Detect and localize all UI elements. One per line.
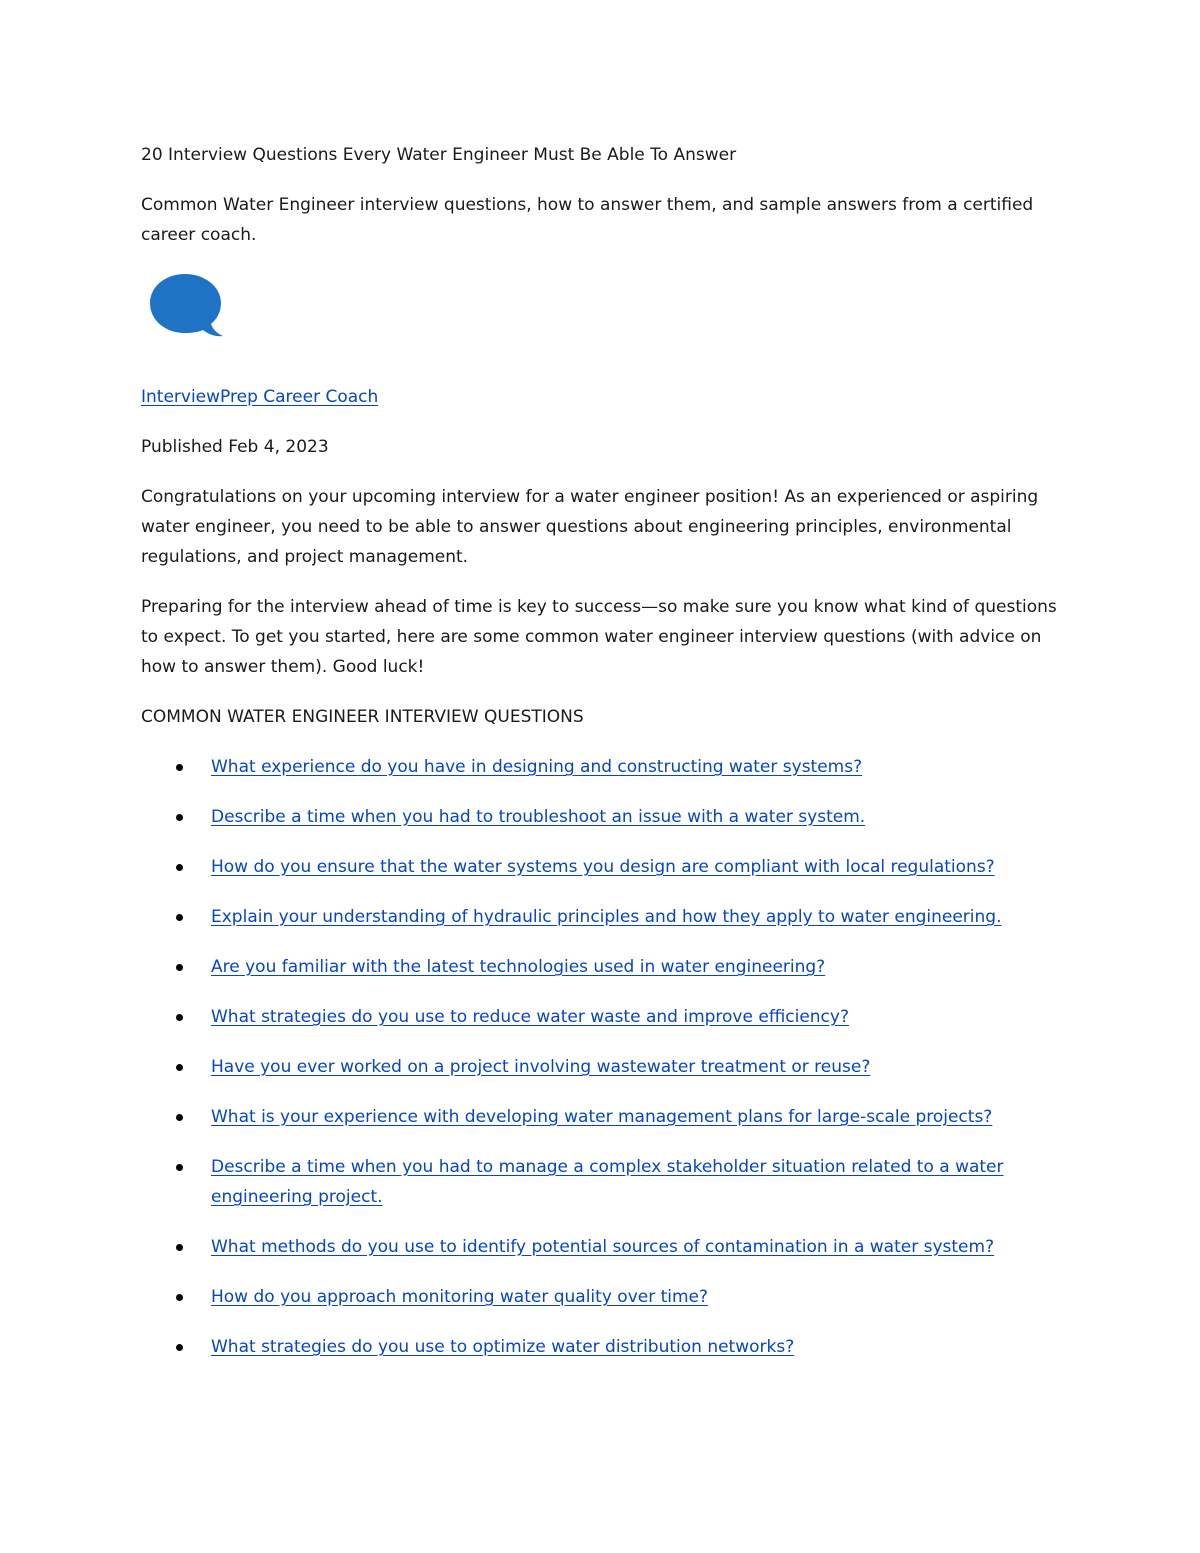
question-link[interactable]: Describe a time when you had to troubleshoot an issue with a water system. <box>211 807 866 827</box>
author-link[interactable]: InterviewPrep Career Coach <box>141 387 379 407</box>
question-link[interactable]: Are you familiar with the latest technologies used in water engineering? <box>211 957 826 977</box>
question-link[interactable]: What strategies do you use to reduce water waste and improve efficiency? <box>211 1007 849 1027</box>
document-page <box>141 140 1066 1382</box>
question-link[interactable]: How do you ensure that the water systems you design are compliant with local regulations? <box>211 857 995 877</box>
question-link[interactable]: Explain your understanding of hydraulic principles and how they apply to water engineering. <box>211 907 1002 927</box>
list-item <box>141 1102 1066 1132</box>
bullet-icon <box>176 864 183 871</box>
bullet-icon <box>176 1244 183 1251</box>
intro-paragraph-2: Preparing for the interview ahead of time is key to success—so make sure you know what kind of questions to expect. To get you started, here are some common water engineer interview questions (with advice on how to answer them). Good luck! <box>141 597 1057 677</box>
question-link[interactable]: What strategies do you use to optimize water distribution networks? <box>211 1337 795 1357</box>
list-item <box>141 1002 1066 1032</box>
bullet-icon <box>176 964 183 971</box>
subtitle: Common Water Engineer interview questions, how to answer them, and sample answers from a certified career coach. <box>141 195 1034 245</box>
author-row <box>141 382 1066 412</box>
intro-paragraph-1: Congratulations on your upcoming interview for a water engineer position! As an experienced or aspiring water engineer, you need to be able to answer questions about engineering principles, environmental regulations, and project management. <box>141 487 1039 567</box>
list-item <box>141 802 1066 832</box>
list-item <box>141 1152 1066 1212</box>
question-link[interactable]: How do you approach monitoring water quality over time? <box>211 1287 709 1307</box>
list-item <box>141 852 1066 882</box>
list-item <box>141 1282 1066 1312</box>
question-link[interactable]: What is your experience with developing water management plans for large-scale projects? <box>211 1107 993 1127</box>
list-item <box>141 752 1066 782</box>
bullet-icon <box>176 764 183 771</box>
bullet-icon <box>176 1344 183 1351</box>
bullet-icon <box>176 814 183 821</box>
question-link[interactable]: What experience do you have in designing and constructing water systems? <box>211 757 863 777</box>
bullet-icon <box>176 1294 183 1301</box>
page-title: 20 Interview Questions Every Water Engineer Must Be Able To Answer <box>141 145 737 165</box>
bullet-icon <box>176 1164 183 1171</box>
question-link[interactable]: Have you ever worked on a project involving wastewater treatment or reuse? <box>211 1057 871 1077</box>
bullet-icon <box>176 1064 183 1071</box>
list-item <box>141 1232 1066 1262</box>
question-link[interactable]: Describe a time when you had to manage a complex stakeholder situation related to a water engineering project. <box>211 1157 1004 1207</box>
published-date: Published Feb 4, 2023 <box>141 437 329 457</box>
bullet-icon <box>176 914 183 921</box>
bullet-icon <box>176 1114 183 1121</box>
list-item <box>141 1052 1066 1082</box>
author-avatar <box>147 270 1066 338</box>
section-heading: COMMON WATER ENGINEER INTERVIEW QUESTIONS <box>141 707 584 727</box>
bullet-icon <box>176 1014 183 1021</box>
list-item <box>141 902 1066 932</box>
speech-bubble-icon <box>147 270 227 342</box>
list-item <box>141 952 1066 982</box>
questions-list <box>141 752 1066 1362</box>
question-link[interactable]: What methods do you use to identify potential sources of contamination in a water system? <box>211 1237 995 1257</box>
list-item <box>141 1332 1066 1362</box>
